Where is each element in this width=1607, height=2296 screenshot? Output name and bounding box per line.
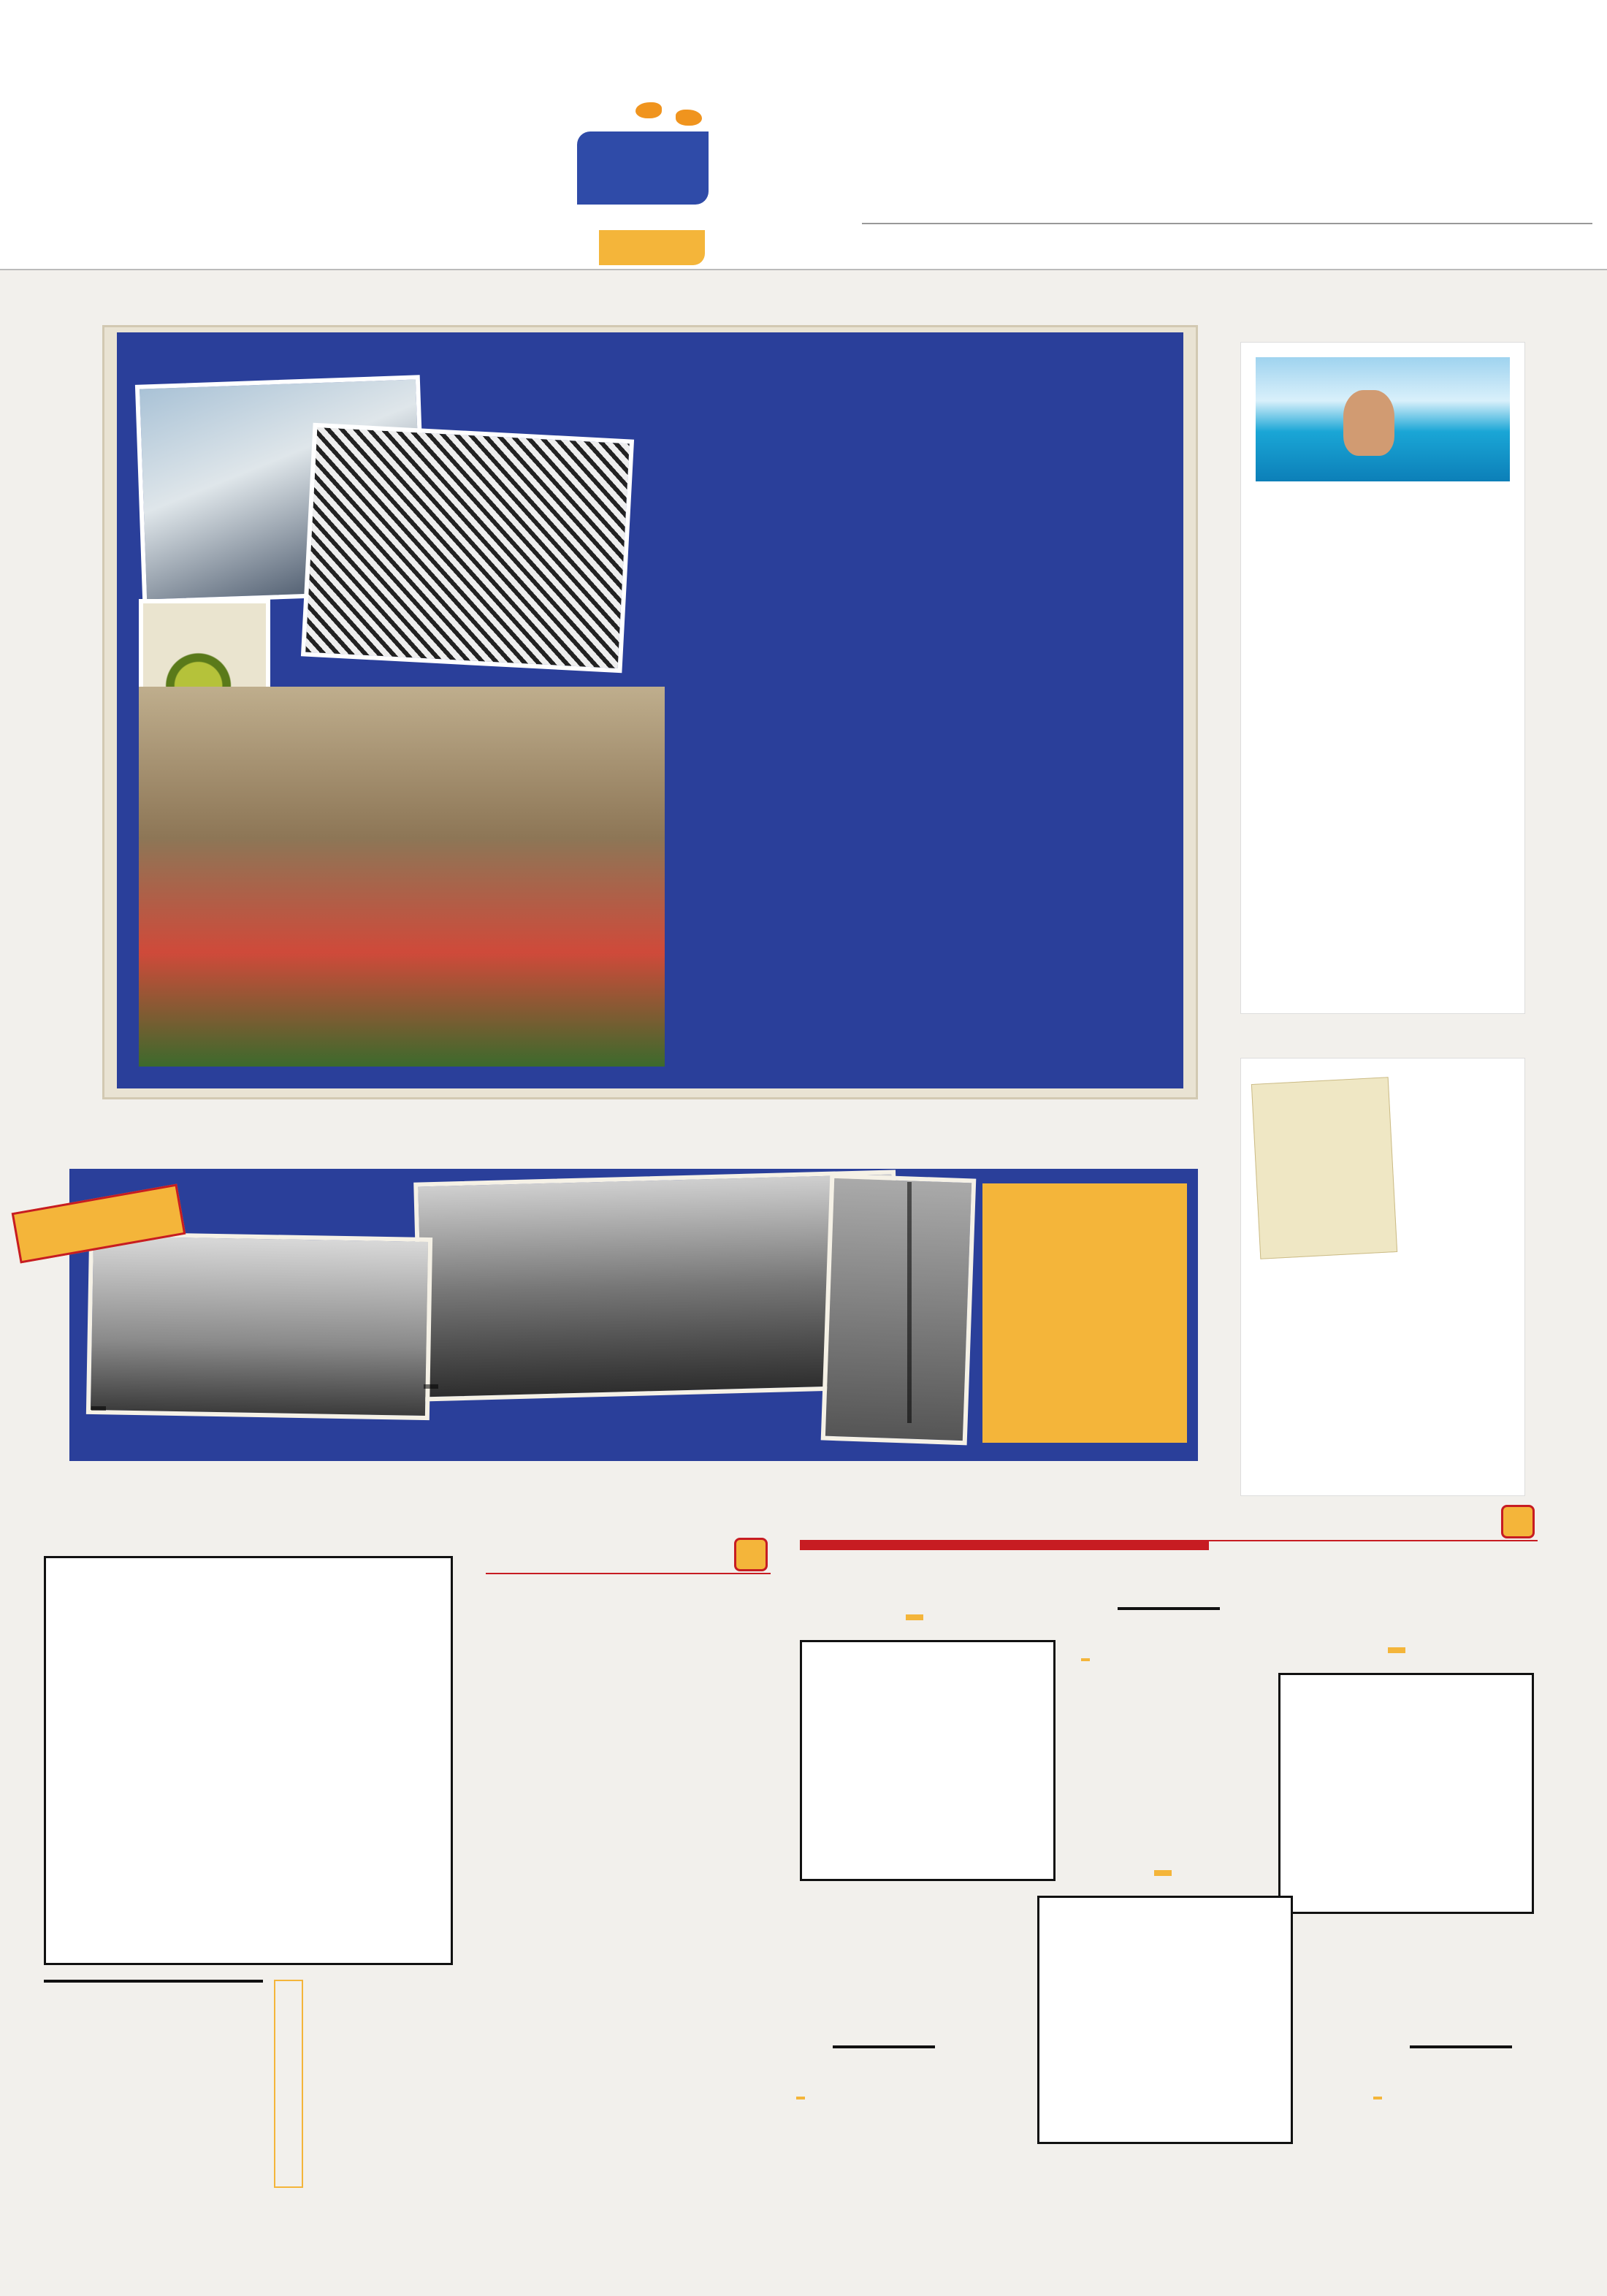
sudoku-hard-grid[interactable] <box>800 1640 1056 1881</box>
pool-photo <box>1256 357 1510 481</box>
sudoku-answer-grid <box>1410 2045 1512 2048</box>
revolution-title <box>993 1198 1176 1232</box>
taxi-note-photo <box>1251 1077 1397 1259</box>
crossword-header <box>486 1538 771 1574</box>
hafez-box <box>577 131 709 205</box>
level-hard <box>906 1614 923 1620</box>
puzzle-icon <box>1501 1505 1535 1538</box>
level-easy <box>1388 1647 1405 1653</box>
answer-label <box>1081 1658 1090 1661</box>
crossword-answer-text <box>314 1980 774 2184</box>
photo-column <box>1240 1058 1525 1496</box>
divider <box>862 223 1592 224</box>
answer-label <box>1373 2097 1382 2099</box>
photo-caption <box>91 1406 106 1411</box>
bird-icon <box>676 110 702 126</box>
sudoku-instructions <box>800 1541 1209 1550</box>
level-medium <box>1154 1870 1172 1876</box>
photo-title <box>1408 1059 1524 1073</box>
keffiyeh-photo <box>301 423 634 674</box>
swimmer-figure <box>1343 390 1394 456</box>
last-page-label <box>599 230 705 265</box>
crossword-answer-grid <box>44 1980 263 1983</box>
crossword-grid[interactable] <box>44 1556 453 1965</box>
photo-caption <box>424 1384 438 1389</box>
street-fire-photo <box>86 1232 432 1420</box>
crossword-clues <box>489 1593 774 1987</box>
daily-quote <box>1417 99 1592 118</box>
answer-label <box>796 2097 805 2099</box>
sudoku-header <box>800 1505 1538 1541</box>
keys-body-left <box>665 504 906 514</box>
answer-label <box>290 1981 302 1993</box>
crossword-row-numbers <box>453 1556 475 1965</box>
children-watermelon-photo <box>139 687 665 1067</box>
weather-column <box>1240 342 1525 1014</box>
armed-man-photo <box>821 1174 977 1446</box>
bird-icon <box>635 102 662 118</box>
sudoku-easy-grid[interactable] <box>1278 1673 1534 1914</box>
answer-box <box>274 1980 303 2188</box>
sudoku-answer-grid <box>833 2045 935 2048</box>
sudoku-answer-grid <box>1118 1607 1220 1610</box>
photo-caption <box>907 1182 912 1423</box>
puzzle-icon <box>734 1538 768 1571</box>
sudoku-medium-grid[interactable] <box>1037 1896 1293 2144</box>
weather-title <box>1241 343 1524 357</box>
